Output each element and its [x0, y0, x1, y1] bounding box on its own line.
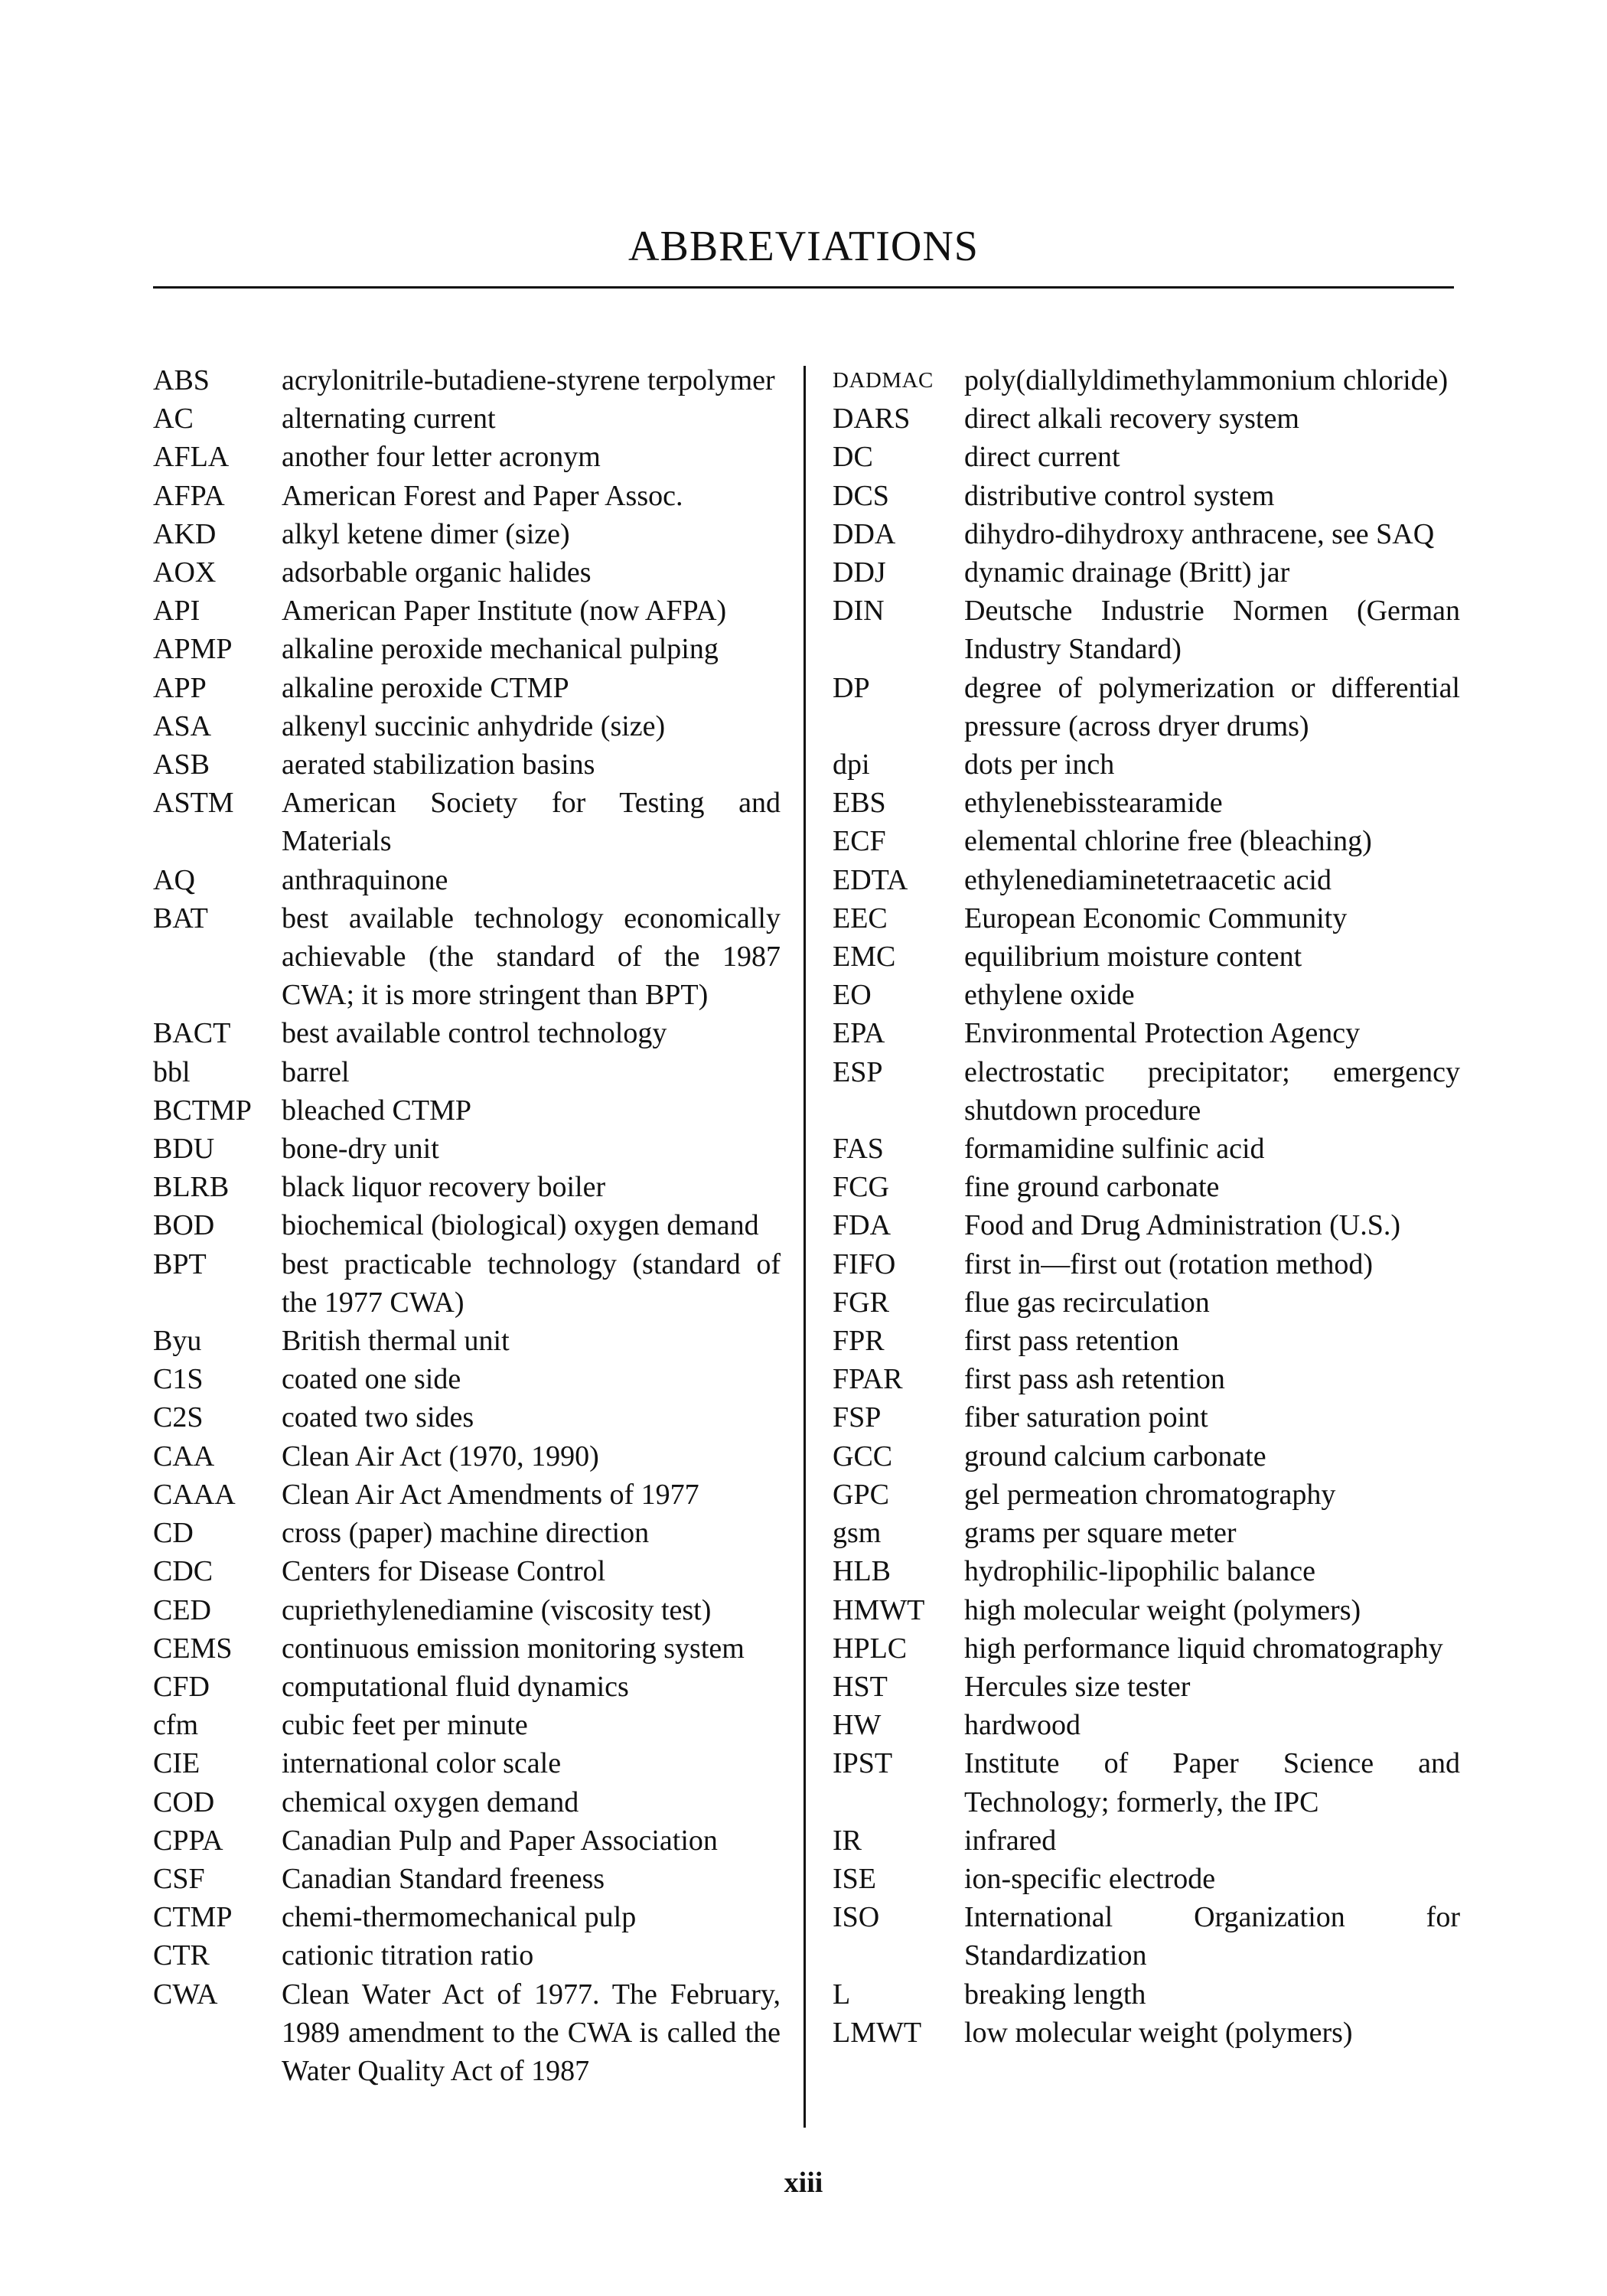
abbreviation-definition: acrylonitrile-butadiene-styrene terpolymer	[282, 364, 775, 396]
abbreviation-entry	[153, 361, 781, 400]
abbreviation-term: DARS	[833, 403, 911, 435]
abbreviation-term: BLRB	[153, 1171, 230, 1204]
title-rule	[153, 286, 1454, 289]
abbreviation-term: cfm	[153, 1709, 199, 1742]
abbreviation-term: AC	[153, 403, 194, 435]
abbreviation-definition: dots per inch	[964, 748, 1115, 781]
abbreviation-entry	[833, 1975, 1460, 2014]
abbreviation-term: FSP	[833, 1401, 882, 1434]
abbreviation-entry	[833, 1706, 1460, 1744]
abbreviation-definition: ion-specific electrode	[964, 1862, 1216, 1895]
abbreviation-definition: dynamic drainage (Britt) jar	[964, 556, 1290, 589]
abbreviation-definition: high molecular weight (polymers)	[964, 1593, 1361, 1626]
abbreviation-entry	[153, 477, 781, 515]
abbreviation-term: gsm	[833, 1517, 882, 1550]
abbreviation-entry	[153, 745, 781, 784]
abbreviation-term: ESP	[833, 1055, 883, 1088]
abbreviation-term: DDJ	[833, 556, 886, 589]
abbreviation-entry	[153, 669, 781, 707]
page-title: ABBREVIATIONS	[628, 223, 979, 270]
abbreviation-entry	[833, 1629, 1460, 1668]
abbreviation-term: ISE	[833, 1862, 876, 1895]
abbreviation-definition: fine ground carbonate	[964, 1171, 1220, 1204]
abbreviation-definition: Environmental Protection Agency	[964, 1017, 1361, 1050]
abbreviation-entry	[833, 1744, 1460, 1821]
abbreviation-entry	[833, 1360, 1460, 1398]
abbreviation-entry	[833, 1014, 1460, 1052]
abbreviation-term: CWA	[153, 1978, 218, 2011]
abbreviation-entry	[833, 515, 1460, 553]
abbreviation-entry	[153, 1552, 781, 1590]
abbreviation-entry	[153, 1860, 781, 1898]
abbreviation-entry	[153, 1821, 781, 1860]
abbreviation-term: HLB	[833, 1555, 891, 1588]
abbreviation-term: bbl	[153, 1055, 191, 1088]
abbreviation-term: HPLC	[833, 1632, 908, 1665]
abbreviation-term: FCG	[833, 1171, 889, 1204]
abbreviation-term: CEMS	[153, 1632, 233, 1665]
abbreviation-definition: anthraquinone	[282, 863, 448, 896]
abbreviation-entry	[153, 400, 781, 438]
abbreviation-definition: poly(diallyldimethylammonium chloride)	[964, 364, 1449, 396]
abbreviation-entry	[153, 1168, 781, 1206]
abbreviation-entry	[153, 515, 781, 553]
abbreviation-definition: bleached CTMP	[282, 1094, 472, 1127]
abbreviation-definition: coated one side	[282, 1363, 461, 1396]
abbreviation-term: DDA	[833, 517, 896, 550]
abbreviation-entry	[833, 1591, 1460, 1629]
abbreviation-definition: direct alkali recovery system	[964, 403, 1299, 435]
abbreviation-definition: biochemical (biological) oxygen demand	[282, 1209, 759, 1242]
abbreviation-definition: Clean Water Act of 1977. The February, 1989 amendment to the CWA is called the Water Quality Act of 1987	[282, 1978, 781, 2087]
abbreviation-term: ASTM	[153, 787, 234, 820]
abbreviation-term: EMC	[833, 941, 896, 974]
abbreviation-term: HST	[833, 1670, 888, 1703]
abbreviation-term: GPC	[833, 1478, 889, 1511]
abbreviation-entry	[833, 1514, 1460, 1552]
abbreviation-term: BAT	[153, 902, 208, 934]
abbreviation-entry	[153, 1014, 781, 1052]
abbreviation-definition: ethylene oxide	[964, 979, 1135, 1012]
abbreviation-entry	[833, 1668, 1460, 1706]
abbreviation-entry	[833, 1398, 1460, 1437]
abbreviation-entry	[833, 1168, 1460, 1206]
abbreviation-definition: Centers for Disease Control	[282, 1555, 606, 1588]
abbreviation-entry	[833, 1283, 1460, 1322]
abbreviation-term: APMP	[153, 633, 233, 666]
abbreviation-term: DADMAC	[833, 368, 934, 393]
abbreviation-term: IR	[833, 1824, 862, 1857]
abbreviation-entry	[833, 1898, 1460, 1975]
abbreviation-term: EEC	[833, 902, 888, 934]
abbreviation-definition: American Forest and Paper Assoc.	[282, 479, 683, 512]
abbreviation-term: BDU	[153, 1133, 215, 1166]
abbreviation-entry	[153, 1629, 781, 1668]
abbreviation-term: DC	[833, 441, 873, 474]
abbreviation-entry	[833, 745, 1460, 784]
abbreviation-entry	[153, 1514, 781, 1552]
abbreviation-definition: continuous emission monitoring system	[282, 1632, 745, 1665]
abbreviation-definition: cubic feet per minute	[282, 1709, 528, 1742]
abbreviation-definition: British thermal unit	[282, 1325, 510, 1358]
abbreviation-definition: Food and Drug Administration (U.S.)	[964, 1209, 1400, 1242]
abbreviation-definition: Institute of Paper Science and Technology; formerly, the IPC	[964, 1747, 1460, 1818]
abbreviation-term: ASB	[153, 748, 210, 781]
abbreviation-definition: international color scale	[282, 1747, 562, 1780]
abbreviation-term: COD	[153, 1786, 215, 1818]
abbreviation-term: AKD	[153, 517, 217, 550]
abbreviation-entry	[153, 707, 781, 745]
abbreviation-definition: grams per square meter	[964, 1517, 1237, 1550]
abbreviation-term: LMWT	[833, 2016, 922, 2049]
abbreviation-definition: another four letter acronym	[282, 441, 601, 474]
abbreviation-definition: alkaline peroxide mechanical pulping	[282, 633, 719, 666]
abbreviation-definition: alkaline peroxide CTMP	[282, 671, 569, 704]
abbreviation-entry	[833, 861, 1460, 899]
abbreviation-term: FPAR	[833, 1363, 903, 1396]
abbreviation-definition: cationic titration ratio	[282, 1939, 534, 1972]
abbreviation-definition: International Organization for Standardization	[964, 1901, 1460, 1972]
abbreviation-term: GCC	[833, 1440, 893, 1473]
abbreviation-entry	[153, 861, 781, 899]
abbreviation-entry	[153, 784, 781, 860]
abbreviation-term: BPT	[153, 1247, 207, 1280]
abbreviation-term: EBS	[833, 787, 886, 820]
abbreviation-term: DCS	[833, 479, 889, 512]
abbreviation-entry	[833, 1476, 1460, 1514]
abbreviation-entry	[153, 592, 781, 630]
abbreviation-entry	[833, 438, 1460, 476]
abbreviation-term: BACT	[153, 1017, 231, 1050]
abbreviation-entry	[153, 899, 781, 1015]
abbreviation-term: HW	[833, 1709, 882, 1742]
abbreviation-definition: European Economic Community	[964, 902, 1348, 934]
abbreviation-definition: direct current	[964, 441, 1120, 474]
abbreviation-definition: Hercules size tester	[964, 1670, 1191, 1703]
abbreviation-term: DIN	[833, 595, 885, 628]
abbreviation-entry	[833, 1322, 1460, 1360]
abbreviation-entry	[833, 477, 1460, 515]
abbreviation-definition: Canadian Pulp and Paper Association	[282, 1824, 718, 1857]
abbreviation-definition: alkenyl succinic anhydride (size)	[282, 709, 666, 742]
abbreviation-entry	[153, 1398, 781, 1437]
abbreviation-definition: computational fluid dynamics	[282, 1670, 629, 1703]
abbreviation-definition: American Paper Institute (now AFPA)	[282, 595, 727, 628]
abbreviation-entry	[153, 1322, 781, 1360]
abbreviation-definition: formamidine sulfinic acid	[964, 1133, 1265, 1166]
abbreviation-entry	[153, 1936, 781, 1975]
abbreviation-definition: first pass ash retention	[964, 1363, 1225, 1396]
abbreviation-definition: ethylenebisstearamide	[964, 787, 1223, 820]
abbreviation-term: AOX	[153, 556, 217, 589]
abbreviation-definition: best available control technology	[282, 1017, 667, 1050]
abbreviation-entry	[153, 438, 781, 476]
abbreviation-entry	[833, 822, 1460, 860]
abbreviation-term: CIE	[153, 1747, 200, 1780]
abbreviation-definition: distributive control system	[964, 479, 1275, 512]
abbreviation-entry	[833, 1437, 1460, 1476]
abbreviation-term: DP	[833, 671, 870, 704]
abbreviation-term: AFPA	[153, 479, 225, 512]
abbreviation-definition: chemical oxygen demand	[282, 1786, 579, 1818]
abbreviation-definition: equilibrium moisture content	[964, 941, 1302, 974]
abbreviation-entry	[153, 1245, 781, 1322]
abbreviation-definition: best available technology economically achievable (the standard of the 1987 CWA; it is more stringent than BPT)	[282, 902, 781, 1012]
abbreviation-definition: high performance liquid chromatography	[964, 1632, 1443, 1665]
abbreviation-term: EDTA	[833, 863, 908, 896]
column-divider	[804, 366, 806, 2128]
abbreviation-entry	[833, 938, 1460, 976]
abbreviation-entry	[153, 1706, 781, 1744]
abbreviation-definition: infrared	[964, 1824, 1057, 1857]
abbreviation-term: AQ	[153, 863, 195, 896]
abbreviation-definition: first in—first out (rotation method)	[964, 1247, 1374, 1280]
abbreviation-term: CPPA	[153, 1824, 223, 1857]
abbreviation-definition: fiber saturation point	[964, 1401, 1208, 1434]
abbreviation-term: CFD	[153, 1670, 210, 1703]
abbreviation-term: AFLA	[153, 441, 230, 474]
abbreviation-entry	[833, 1552, 1460, 1590]
abbreviation-entry	[153, 1476, 781, 1514]
abbreviation-definition: ethylenediaminetetraacetic acid	[964, 863, 1332, 896]
abbreviation-entry	[833, 400, 1460, 438]
abbreviation-definition: barrel	[282, 1055, 350, 1088]
abbreviation-term: FPR	[833, 1325, 885, 1358]
abbreviation-term: FAS	[833, 1133, 884, 1166]
abbreviation-entry	[833, 361, 1460, 400]
abbreviation-entry	[153, 1437, 781, 1476]
abbreviation-term: ISO	[833, 1901, 880, 1934]
abbreviation-term: HMWT	[833, 1593, 925, 1626]
abbreviation-term: CD	[153, 1517, 194, 1550]
abbreviation-definition: ground calcium carbonate	[964, 1440, 1266, 1473]
abbreviation-term: L	[833, 1978, 851, 2011]
abbreviation-entry	[153, 553, 781, 592]
abbreviation-entry	[833, 899, 1460, 938]
abbreviation-term: ECF	[833, 825, 886, 858]
abbreviation-entry	[153, 1898, 781, 1936]
abbreviation-term: CTR	[153, 1939, 210, 1972]
abbreviation-term: ASA	[153, 709, 212, 742]
abbreviation-definition: bone-dry unit	[282, 1133, 439, 1166]
abbreviation-entry	[833, 1206, 1460, 1244]
abbreviation-entry	[833, 592, 1460, 668]
abbreviation-term: ABS	[153, 364, 210, 396]
abbreviation-definition: chemi-thermomechanical pulp	[282, 1901, 637, 1934]
abbreviation-definition: Deutsche Industrie Normen (German Industry Standard)	[964, 595, 1460, 666]
abbreviation-entry	[833, 1053, 1460, 1130]
abbreviation-entry	[833, 1860, 1460, 1898]
abbreviation-term: IPST	[833, 1747, 893, 1780]
page-number: xiii	[784, 2167, 823, 2199]
abbreviation-entry	[833, 1130, 1460, 1168]
abbreviation-term: EPA	[833, 1017, 885, 1050]
abbreviation-definition: Canadian Standard freeness	[282, 1862, 605, 1895]
abbreviation-definition: adsorbable organic halides	[282, 556, 592, 589]
abbreviation-term: APP	[153, 671, 207, 704]
abbreviation-definition: flue gas recirculation	[964, 1286, 1210, 1319]
abbreviation-entry	[833, 976, 1460, 1014]
abbreviation-definition: black liquor recovery boiler	[282, 1171, 606, 1204]
abbreviation-term: FDA	[833, 1209, 892, 1242]
left-column	[153, 361, 781, 2090]
abbreviation-entry	[153, 630, 781, 668]
abbreviation-entry	[153, 1591, 781, 1629]
abbreviation-entry	[153, 1975, 781, 2091]
abbreviation-definition: Clean Air Act Amendments of 1977	[282, 1478, 699, 1511]
abbreviation-entry	[153, 1130, 781, 1168]
abbreviation-term: BOD	[153, 1209, 215, 1242]
abbreviation-entry	[833, 553, 1460, 592]
abbreviation-term: C1S	[153, 1363, 204, 1396]
abbreviation-entry	[153, 1053, 781, 1091]
abbreviation-definition: low molecular weight (polymers)	[964, 2016, 1353, 2049]
abbreviation-entry	[153, 1783, 781, 1821]
abbreviation-definition: best practicable technology (standard of the 1977 CWA)	[282, 1247, 781, 1319]
abbreviation-term: BCTMP	[153, 1094, 252, 1127]
abbreviation-term: EO	[833, 979, 872, 1012]
abbreviation-definition: gel permeation chromatography	[964, 1478, 1336, 1511]
abbreviation-definition: aerated stabilization basins	[282, 748, 595, 781]
abbreviation-entry	[833, 1821, 1460, 1860]
abbreviation-entry	[153, 1206, 781, 1244]
abbreviation-definition: hardwood	[964, 1709, 1081, 1742]
abbreviation-term: CAA	[153, 1440, 215, 1473]
abbreviation-entry	[153, 1091, 781, 1130]
abbreviation-term: CTMP	[153, 1901, 233, 1934]
abbreviation-term: C2S	[153, 1401, 204, 1434]
abbreviation-definition: hydrophilic-lipophilic balance	[964, 1555, 1316, 1588]
abbreviation-definition: alkyl ketene dimer (size)	[282, 517, 570, 550]
abbreviation-definition: Clean Air Act (1970, 1990)	[282, 1440, 599, 1473]
abbreviation-definition: first pass retention	[964, 1325, 1179, 1358]
abbreviation-term: CED	[153, 1593, 211, 1626]
abbreviation-definition: coated two sides	[282, 1401, 474, 1434]
abbreviation-term: CAAA	[153, 1478, 236, 1511]
abbreviation-entry	[833, 784, 1460, 822]
abbreviation-definition: degree of polymerization or differential pressure (across dryer drums)	[964, 671, 1460, 742]
abbreviation-definition: American Society for Testing and Materials	[282, 787, 781, 858]
abbreviation-entry	[153, 1360, 781, 1398]
abbreviation-entry	[153, 1744, 781, 1782]
abbreviation-term: CDC	[153, 1555, 214, 1588]
abbreviation-definition: alternating current	[282, 403, 496, 435]
abbreviation-term: FGR	[833, 1286, 889, 1319]
right-column	[833, 361, 1460, 2052]
abbreviation-term: Byu	[153, 1325, 202, 1358]
abbreviation-definition: electrostatic precipitator; emergency shutdown procedure	[964, 1055, 1460, 1127]
abbreviation-definition: breaking length	[964, 1978, 1146, 2011]
abbreviation-entry	[153, 1668, 781, 1706]
abbreviation-entry	[833, 2014, 1460, 2052]
abbreviation-term: FIFO	[833, 1247, 896, 1280]
abbreviation-definition: cupriethylenediamine (viscosity test)	[282, 1593, 712, 1626]
abbreviation-definition: elemental chlorine free (bleaching)	[964, 825, 1372, 858]
abbreviation-term: CSF	[153, 1862, 205, 1895]
abbreviation-entry	[833, 1245, 1460, 1283]
abbreviation-definition: dihydro-dihydroxy anthracene, see SAQ	[964, 517, 1435, 550]
abbreviation-term: API	[153, 595, 200, 628]
abbreviation-definition: cross (paper) machine direction	[282, 1517, 650, 1550]
abbreviation-entry	[833, 669, 1460, 745]
abbreviation-term: dpi	[833, 748, 870, 781]
